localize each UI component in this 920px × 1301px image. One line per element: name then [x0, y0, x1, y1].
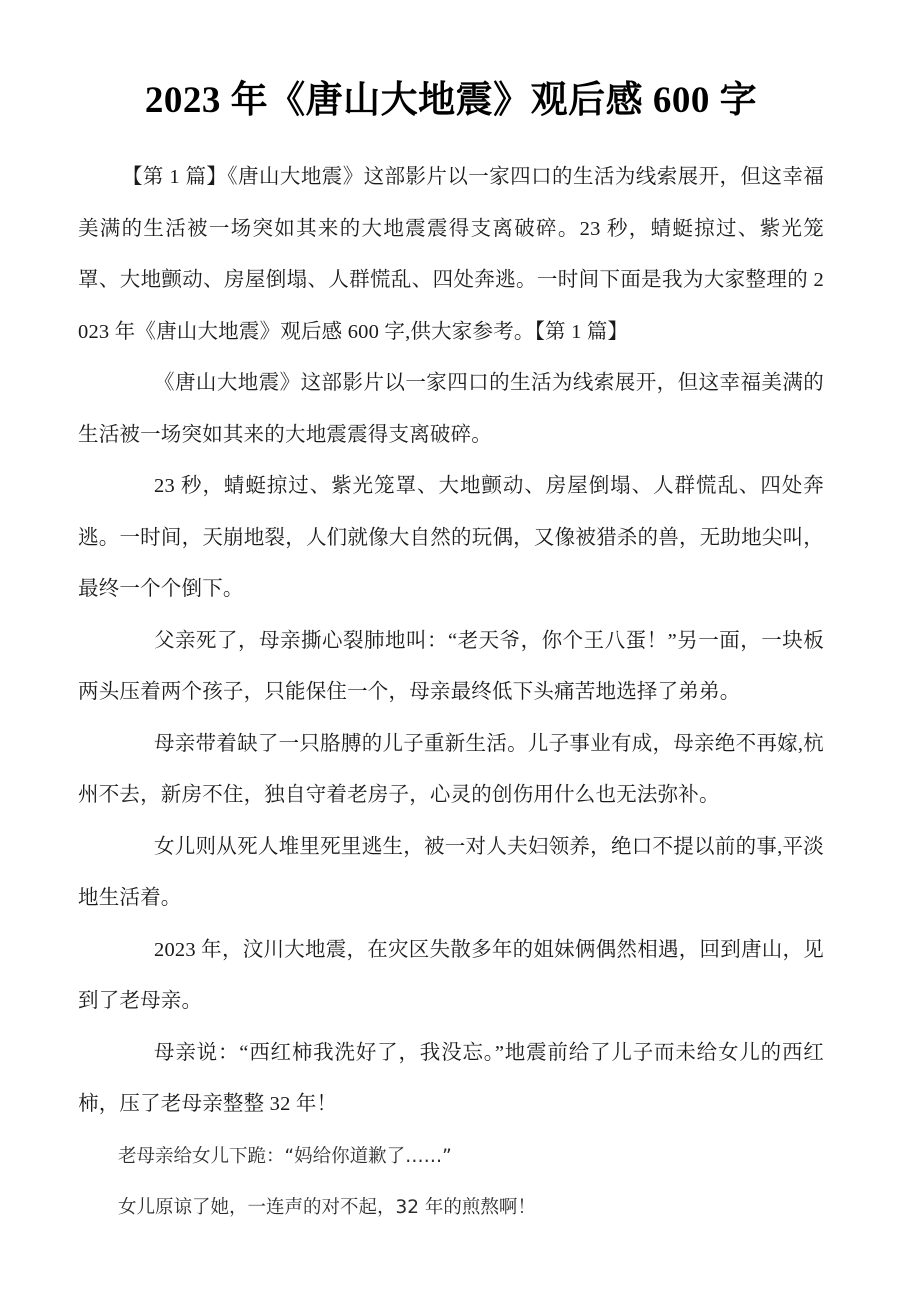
document-body [78, 0, 824, 1234]
paragraph-daughter-survives: 女儿则从死人堆里死里逃生，被一对人夫妇领养，绝口不提以前的事,平淡地生活着。 [78, 835, 824, 909]
paragraph-father-dies: 父亲死了，母亲撕心裂肺地叫：“老天爷，你个王八蛋！”另一面，一块板两头压着两个孩子，只能保住一个，母亲最终低下头痛苦地选择了弟弟。 [78, 629, 824, 703]
paragraph-daughter-forgives: 女儿原谅了她，一连声的对不起，32 年的煎熬啊！ [118, 1197, 536, 1218]
paragraph-intro: 【第 1 篇】《唐山大地震》这部影片以一家四口的生活为线索展开，但这幸福美满的生活被一场突如其来的大地震震得支离破碎。23 秒，蜻蜓掠过、紫光笼罩、大地颤动、房屋倒塌、人群慌乱、四处奔逃。一时间下面是我为大家整理的 2023 年《唐山大地震》观后感 600 字,供大家参考。【第 1 篇】 [78, 166, 824, 343]
paragraph-film-opening: 《唐山大地震》这部影片以一家四口的生活为线索展开，但这幸福美满的生活被一场突如其来的大地震震得支离破碎。 [78, 372, 824, 446]
paragraph-mother-raises-son: 母亲带着缺了一只胳膊的儿子重新生活。儿子事业有成，母亲绝不再嫁,杭州不去，新房不住，独自守着老房子，心灵的创伤用什么也无法弥补。 [78, 732, 824, 806]
paragraph-mother-kneels: 老母亲给女儿下跪：“妈给你道歉了……” [118, 1145, 452, 1167]
paragraph-twenty-three-seconds: 23 秒，蜻蜓掠过、紫光笼罩、大地颤动、房屋倒塌、人群慌乱、四处奔逃。一时间，天崩地裂，人们就像大自然的玩偶，又像被猎杀的兽，无助地尖叫，最终一个个倒下。 [78, 475, 824, 600]
page-title: 2023 年《唐山大地震》观后感 600 字 [144, 80, 758, 121]
paragraph-wenchuan-reunion: 2023 年，汶川大地震，在灾区失散多年的姐妹俩偶然相遇，回到唐山，见到了老母亲。 [78, 938, 824, 1012]
paragraph-tomato-line: 母亲说：“西红柿我洗好了，我没忘。”地震前给了儿子而未给女儿的西红柿，压了老母亲整整 32 年！ [78, 1041, 824, 1115]
